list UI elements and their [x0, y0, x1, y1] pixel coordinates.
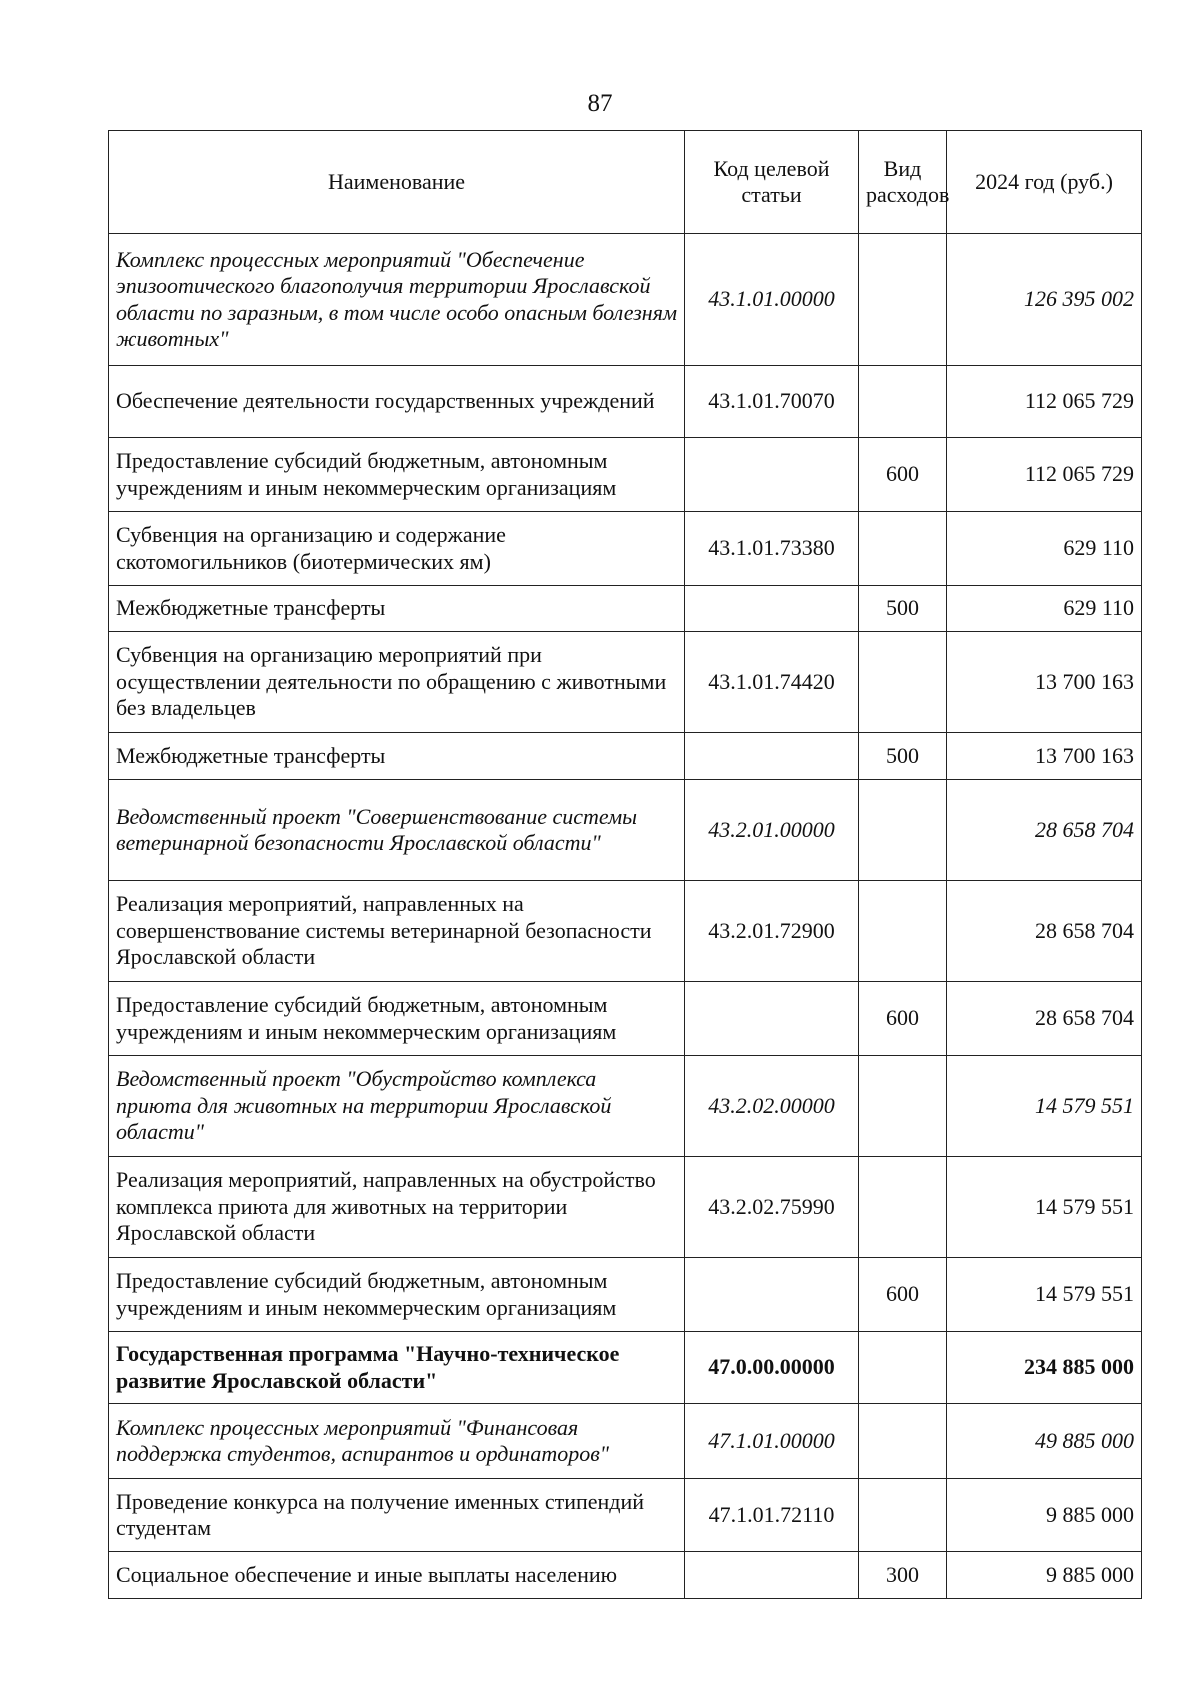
table-row — [109, 1258, 1142, 1332]
row-name-cell: Межбюджетные трансферты — [109, 586, 685, 632]
row-kind-cell: 600 — [859, 982, 947, 1056]
row-name-cell: Ведомственный проект "Обустройство комплекса приюта для животных на территории Ярославской области" — [109, 1056, 685, 1157]
table-row — [109, 982, 1142, 1056]
row-code-cell: 47.1.01.72110 — [685, 1479, 859, 1552]
row-name-cell: Реализация мероприятий, направленных на обустройство комплекса приюта для животных на территории Ярославской области — [109, 1157, 685, 1258]
row-kind-cell — [859, 234, 947, 366]
header-kind: Вид расходов — [859, 131, 947, 234]
row-amount-cell: 126 395 002 — [947, 234, 1142, 366]
row-amount-cell: 629 110 — [947, 586, 1142, 632]
row-code-cell: 43.1.01.73380 — [685, 512, 859, 586]
row-name-cell: Комплекс процессных мероприятий "Обеспечение эпизоотического благополучия территории Ярославской области по заразным, в том числе особо опасным болезням животных" — [109, 234, 685, 366]
row-code-cell: 43.2.02.75990 — [685, 1157, 859, 1258]
row-kind-cell — [859, 1056, 947, 1157]
table-row — [109, 366, 1142, 438]
row-name-cell: Субвенция на организацию и содержание скотомогильников (биотермических ям) — [109, 512, 685, 586]
header-amount: 2024 год (руб.) — [947, 131, 1142, 234]
row-code-cell: 43.1.01.70070 — [685, 366, 859, 438]
table-body — [109, 234, 1142, 1599]
table-row — [109, 512, 1142, 586]
row-code-cell: 47.1.01.00000 — [685, 1404, 859, 1479]
row-kind-cell: 500 — [859, 586, 947, 632]
row-kind-cell — [859, 512, 947, 586]
row-code-cell: 43.1.01.00000 — [685, 234, 859, 366]
row-kind-cell — [859, 632, 947, 733]
row-kind-cell: 600 — [859, 438, 947, 512]
row-code-cell — [685, 1552, 859, 1599]
row-code-cell: 43.1.01.74420 — [685, 632, 859, 733]
row-code-cell: 47.0.00.00000 — [685, 1332, 859, 1404]
table-row — [109, 780, 1142, 881]
page-number: 87 — [587, 90, 613, 117]
row-kind-cell: 600 — [859, 1258, 947, 1332]
row-name-cell: Комплекс процессных мероприятий "Финансовая поддержка студентов, аспирантов и ординаторов" — [109, 1404, 685, 1479]
table-row — [109, 632, 1142, 733]
row-amount-cell: 9 885 000 — [947, 1479, 1142, 1552]
row-name-cell: Социальное обеспечение и иные выплаты населению — [109, 1552, 685, 1599]
header-name: Наименование — [109, 131, 685, 234]
row-name-cell: Реализация мероприятий, направленных на совершенствование системы ветеринарной безопасности Ярославской области — [109, 881, 685, 982]
row-amount-cell: 14 579 551 — [947, 1157, 1142, 1258]
row-code-cell: 43.2.02.00000 — [685, 1056, 859, 1157]
row-name-cell: Обеспечение деятельности государственных учреждений — [109, 366, 685, 438]
budget-table — [108, 130, 1142, 1599]
row-name-cell: Предоставление субсидий бюджетным, автономным учреждениям и иным некоммерческим организациям — [109, 1258, 685, 1332]
row-name-cell: Государственная программа "Научно-техническое развитие Ярославской области" — [109, 1332, 685, 1404]
row-name-cell: Ведомственный проект "Совершенствование системы ветеринарной безопасности Ярославской области" — [109, 780, 685, 881]
row-amount-cell: 13 700 163 — [947, 733, 1142, 780]
row-amount-cell: 28 658 704 — [947, 881, 1142, 982]
row-name-cell: Субвенция на организацию мероприятий при осуществлении деятельности по обращению с животными без владельцев — [109, 632, 685, 733]
row-kind-cell — [859, 366, 947, 438]
row-code-cell: 43.2.01.72900 — [685, 881, 859, 982]
row-kind-cell: 300 — [859, 1552, 947, 1599]
row-amount-cell: 28 658 704 — [947, 780, 1142, 881]
row-kind-cell — [859, 1332, 947, 1404]
row-code-cell — [685, 438, 859, 512]
row-amount-cell: 112 065 729 — [947, 366, 1142, 438]
row-kind-cell: 500 — [859, 733, 947, 780]
header-code: Код целевой статьи — [685, 131, 859, 234]
row-amount-cell: 629 110 — [947, 512, 1142, 586]
table-row — [109, 1479, 1142, 1552]
row-name-cell: Проведение конкурса на получение именных стипендий студентам — [109, 1479, 685, 1552]
row-amount-cell: 14 579 551 — [947, 1056, 1142, 1157]
row-code-cell — [685, 1258, 859, 1332]
row-amount-cell: 13 700 163 — [947, 632, 1142, 733]
row-code-cell — [685, 586, 859, 632]
row-code-cell: 43.2.01.00000 — [685, 780, 859, 881]
table-row — [109, 881, 1142, 982]
table-row — [109, 234, 1142, 366]
table-row — [109, 586, 1142, 632]
table-row — [109, 1404, 1142, 1479]
table-row — [109, 438, 1142, 512]
row-kind-cell — [859, 1404, 947, 1479]
table-row — [109, 1552, 1142, 1599]
table-row — [109, 1157, 1142, 1258]
row-amount-cell: 49 885 000 — [947, 1404, 1142, 1479]
row-name-cell: Предоставление субсидий бюджетным, автономным учреждениям и иным некоммерческим организациям — [109, 982, 685, 1056]
row-kind-cell — [859, 1479, 947, 1552]
row-amount-cell: 9 885 000 — [947, 1552, 1142, 1599]
row-name-cell: Межбюджетные трансферты — [109, 733, 685, 780]
row-amount-cell: 234 885 000 — [947, 1332, 1142, 1404]
table-row — [109, 733, 1142, 780]
row-kind-cell — [859, 881, 947, 982]
row-kind-cell — [859, 1157, 947, 1258]
table-header-row — [109, 131, 1142, 234]
row-code-cell — [685, 733, 859, 780]
row-name-cell: Предоставление субсидий бюджетным, автономным учреждениям и иным некоммерческим организациям — [109, 438, 685, 512]
row-kind-cell — [859, 780, 947, 881]
row-code-cell — [685, 982, 859, 1056]
row-amount-cell: 14 579 551 — [947, 1258, 1142, 1332]
row-amount-cell: 28 658 704 — [947, 982, 1142, 1056]
row-amount-cell: 112 065 729 — [947, 438, 1142, 512]
table-row — [109, 1332, 1142, 1404]
table-row — [109, 1056, 1142, 1157]
